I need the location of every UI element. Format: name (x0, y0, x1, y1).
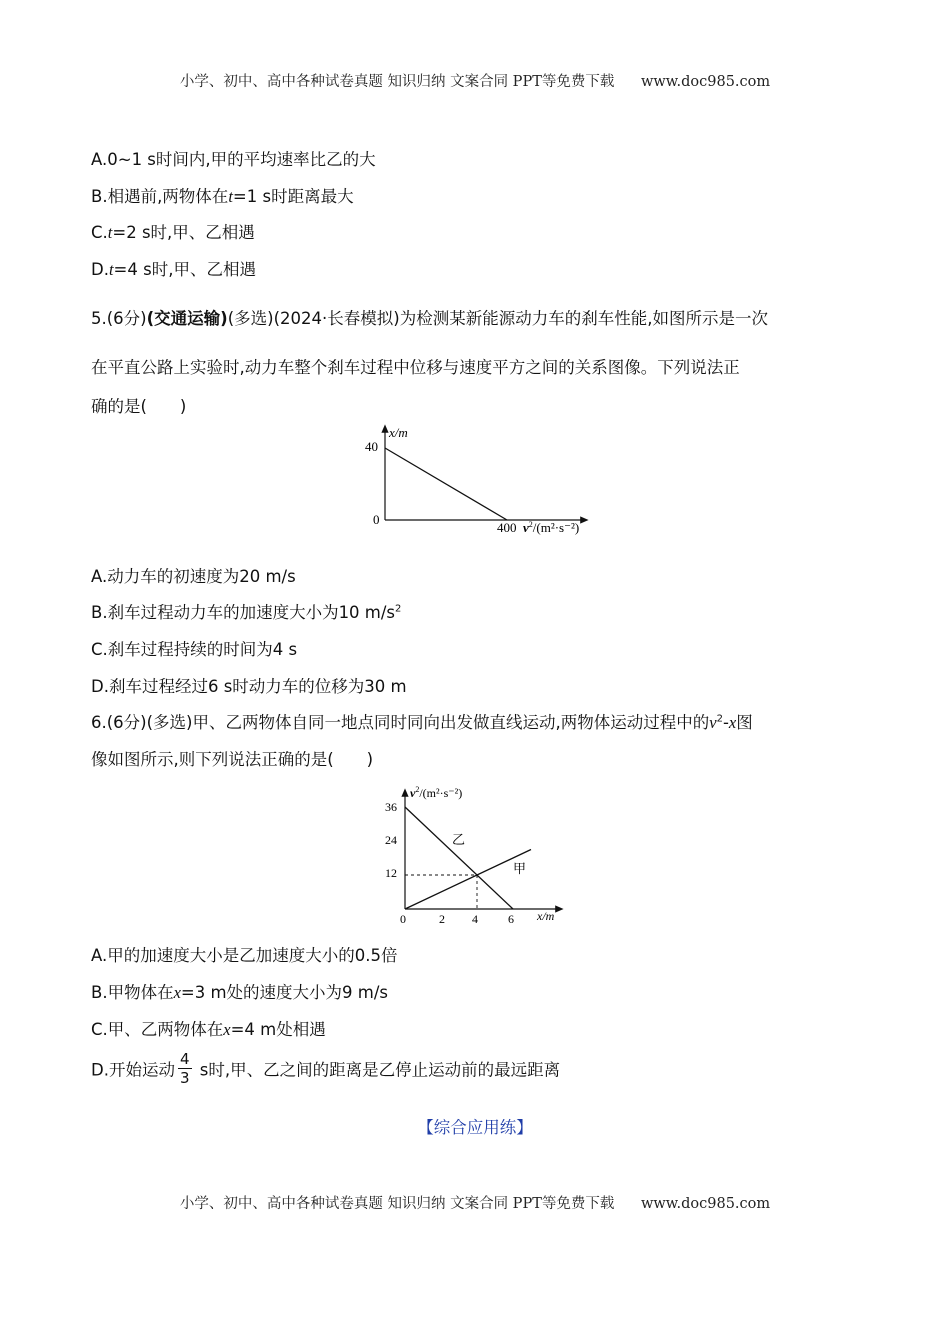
q6-option-a: A.甲的加速度大小是乙加速度大小的0.5倍 (91, 946, 398, 965)
q6-label-yi: 乙 (452, 833, 466, 848)
q6-option-c: C.甲、乙两物体在x=4 m处相遇 (91, 1020, 326, 1039)
q4-option-a: A.0~1 s时间内,甲的平均速率比乙的大 (91, 150, 376, 169)
fraction-4-3: $\frac{4}{3}$ (179, 1050, 190, 1087)
q5-option-a: A.动力车的初速度为20 m/s (91, 567, 296, 586)
q5-data-line (385, 448, 507, 520)
q6-line-jia (405, 850, 531, 910)
q6-option-d: D.开始运动 $\frac{4}{3}$ s时,甲、乙之间的距离是乙停止运动前的最远距离 (91, 1050, 561, 1087)
q5-option-d: D.刹车过程经过6 s时动力车的位移为30 m (91, 677, 407, 696)
q6-y-label: $v^2/(m^2\cdot s^{-2})$ (410, 785, 463, 800)
footer-text: 小学、初中、高中各种试卷真题 知识归纳 文案合同 PPT等免费下载 (179, 1196, 615, 1212)
q6-line-yi (405, 807, 513, 909)
q5-origin: 0 (373, 512, 380, 527)
q4-option-b: B.相遇前,两物体在t=1 s时距离最大 (91, 187, 354, 206)
q6-y-tick-36: 36 (385, 800, 397, 814)
header-url[interactable]: www.doc985.com (640, 74, 771, 90)
q5-stem-line2: 在平直公路上实验时,动力车整个刹车过程中位移与速度平方之间的关系图像。下列说法正 (91, 358, 740, 377)
q6-label-jia: 甲 (513, 862, 527, 877)
page-footer (0, 1192, 950, 1213)
q5-y-tick-40: 40 (365, 439, 378, 454)
q6-option-b: B.甲物体在x=3 m处的速度大小为9 m/s (91, 983, 389, 1002)
q5-stem-line1: 5.(6分)(交通运输)(多选)(2024·长春模拟)为检测某新能源动力车的刹车性能,如图所示是一次 (91, 309, 768, 328)
q4-option-d: D.t=4 s时,甲、乙相遇 (91, 260, 256, 279)
q6-x-label: x/m (537, 909, 555, 923)
q6-chart (380, 778, 580, 928)
q6-stem-line1: 6.(6分)(多选)甲、乙两物体自同一地点同时同向出发做直线运动,两物体运动过程中的$v^2-x$图 (91, 713, 753, 732)
q6-origin: 0 (400, 912, 406, 926)
q5-stem-line3: 确的是( ) (91, 397, 187, 416)
q5-option-b: B.刹车过程动力车的加速度大小为10 $m/s^2$ (91, 603, 402, 622)
page-header (0, 70, 950, 91)
header-text: 小学、初中、高中各种试卷真题 知识归纳 文案合同 PPT等免费下载 (179, 74, 615, 90)
q5-x-label: $v^2/(m^2\cdot s^{-2})$ (523, 520, 580, 535)
q6-x-tick-6: 6 (508, 912, 514, 926)
q5-x-tick-400: 400 (497, 520, 517, 535)
q5-y-label: x/m (389, 425, 408, 440)
q6-x-tick-4: 4 (472, 912, 478, 926)
q6-y-tick-24: 24 (385, 833, 397, 847)
section-title: 【综合应用练】 (417, 1118, 533, 1137)
q6-y-tick-12: 12 (385, 866, 397, 880)
footer-url[interactable]: www.doc985.com (640, 1196, 771, 1212)
q5-option-c: C.刹车过程持续的时间为4 s (91, 640, 298, 659)
q4-option-c: C.t=2 s时,甲、乙相遇 (91, 223, 255, 242)
q5-chart (355, 420, 605, 545)
q6-x-tick-2: 2 (439, 912, 445, 926)
q6-stem-line2: 像如图所示,则下列说法正确的是( ) (91, 750, 374, 769)
q5-tag: (交通运输) (146, 309, 228, 328)
